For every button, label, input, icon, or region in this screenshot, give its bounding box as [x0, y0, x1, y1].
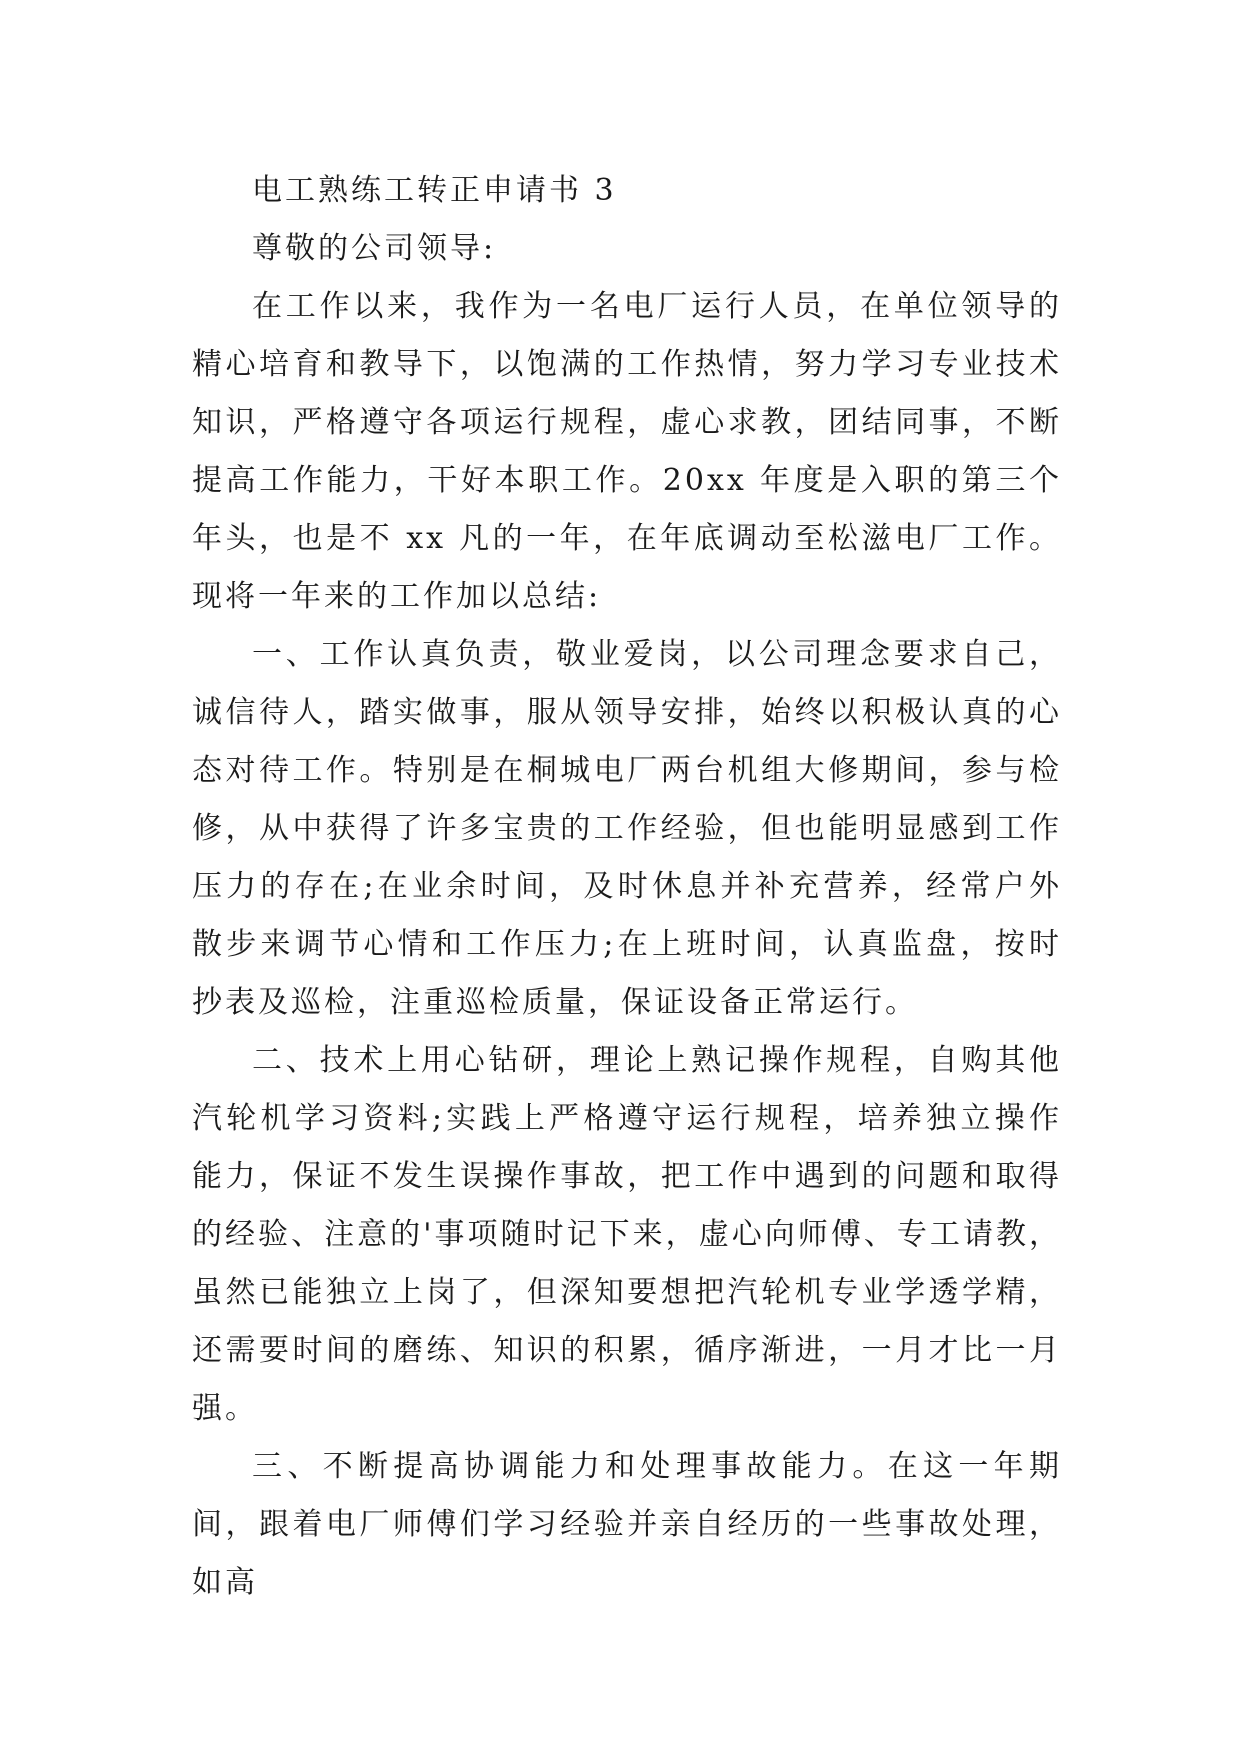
paragraph-section-1: 一、工作认真负责，敬业爱岗，以公司理念要求自己，诚信待人，踏实做事，服从领导安排，始终以积极认真的心态对待工作。特别是在桐城电厂两台机组大修期间，参与检修，从中获得了许多宝贵的工作经验，但也能明显感到工作压力的存在;在业余时间，及时休息并补充营养，经常户外散步来调节心情和工作压力;在上班时间，认真监盘，按时抄表及巡检，注重巡检质量，保证设备正常运行。 [192, 637, 1062, 1020]
document-page [192, 162, 1062, 1612]
paragraph-section-2: 二、技术上用心钻研，理论上熟记操作规程，自购其他汽轮机学习资料;实践上严格遵守运行规程，培养独立操作能力，保证不发生误操作事故，把工作中遇到的问题和取得的经验、注意的'事项随时记下来，虚心向师傅、专工请教，虽然已能独立上岗了，但深知要想把汽轮机专业学透学精，还需要时间的磨练、知识的积累，循序渐进，一月才比一月强。 [192, 1043, 1062, 1426]
paragraph-section-3: 三、不断提高协调能力和处理事故能力。在这一年期间，跟着电厂师傅们学习经验并亲自经历的一些事故处理，如高 [192, 1449, 1062, 1600]
salutation: 尊敬的公司领导: [252, 231, 497, 266]
paragraph-intro: 在工作以来，我作为一名电厂运行人员，在单位领导的精心培育和教导下，以饱满的工作热情，努力学习专业技术知识，严格遵守各项运行规程，虚心求教，团结同事，不断提高工作能力，干好本职工作。20xx 年度是入职的第三个年头，也是不 xx 凡的一年，在年底调动至松滋电厂工作。现将一年来的工作加以总结: [192, 289, 1062, 614]
document-title: 电工熟练工转正申请书 3 [252, 173, 617, 208]
